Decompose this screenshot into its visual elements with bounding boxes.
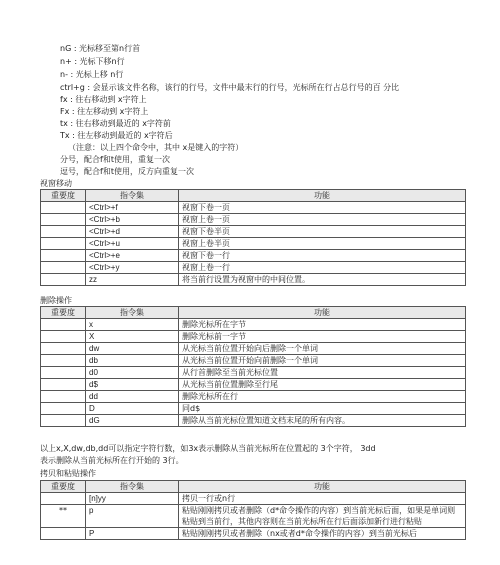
function-cell: 将当前行设置为视窗中的中间位置。: [179, 274, 466, 286]
importance-cell: [41, 355, 86, 367]
table-row: [41, 367, 466, 379]
function-cell: 视窗上卷一页: [179, 214, 466, 226]
function-cell: 粘贴刚刚拷贝或者删除（nx或者d*命令操作的内容）到当前光标后: [179, 528, 466, 540]
table-row: [41, 319, 466, 331]
command-cell: P: [86, 528, 179, 540]
function-cell: 粘贴刚刚拷贝或者删除（d*命令操作的内容）到当前光标后面，如果是单词则粘贴到当前行，其他内容则在当前光标所在行后面添加新行进行粘贴: [179, 505, 466, 528]
function-cell: 视窗上卷一行: [179, 262, 466, 274]
table-row: [41, 493, 466, 505]
intro-note: （注意：以上四个命令中，其中 x是键入的字符）: [68, 143, 244, 152]
function-cell: 删除从当前光标位置知道文档末尾的所有内容。: [179, 415, 466, 427]
header-function: 功能: [179, 190, 466, 202]
importance-cell: [41, 367, 86, 379]
function-cell: 删除光标所在字节: [179, 319, 466, 331]
importance-cell: [41, 528, 86, 540]
importance-cell: [41, 379, 86, 391]
importance-cell: [41, 250, 86, 262]
function-cell: 视窗下卷一页: [179, 202, 466, 214]
command-cell: <Ctrl>+f: [86, 202, 179, 214]
header-importance: 重要度: [41, 307, 86, 319]
importance-cell: **: [41, 505, 86, 528]
table-row: [41, 391, 466, 403]
command-cell: dw: [86, 343, 179, 355]
table-row: [41, 250, 466, 262]
importance-cell: [41, 403, 86, 415]
table-row: [41, 331, 466, 343]
function-cell: 从行首删除至当前光标位置: [179, 367, 466, 379]
table-row: [41, 343, 466, 355]
intro-line: ctrl+g : 会显示该文件名称，该行的行号，文件中最末行的行号，光标所在行占总行号的百 分比: [60, 83, 400, 92]
importance-cell: [41, 202, 86, 214]
intro-line: 逗号，配合f和t使用，反方向重复一次: [60, 167, 194, 176]
header-function: 功能: [179, 307, 466, 319]
importance-cell: [41, 493, 86, 505]
intro-line: tx : 往右移动到最近的 x字符前: [60, 119, 171, 128]
function-cell: 视窗下卷半页: [179, 226, 466, 238]
table-row: [41, 505, 466, 528]
intro-line: Fx : 往左移动到 x字符上: [60, 107, 149, 116]
importance-cell: [41, 214, 86, 226]
command-cell: X: [86, 331, 179, 343]
command-cell: D: [86, 403, 179, 415]
importance-cell: [41, 415, 86, 427]
section-title-scroll: 视窗移动: [40, 179, 72, 188]
intro-line: 分号，配合f和t使用，重复一次: [60, 155, 170, 164]
function-cell: 同d$: [179, 403, 466, 415]
table-row: [41, 528, 466, 540]
function-cell: 视窗下卷一行: [179, 250, 466, 262]
header-command: 指令集: [86, 190, 179, 202]
table-header-row: [41, 307, 466, 319]
importance-cell: [41, 331, 86, 343]
importance-cell: [41, 238, 86, 250]
importance-cell: [41, 262, 86, 274]
scroll-table: [40, 189, 466, 286]
function-cell: 拷贝一行或n行: [179, 493, 466, 505]
command-cell: p: [86, 505, 179, 528]
table-row: [41, 226, 466, 238]
header-importance: 重要度: [41, 481, 86, 493]
function-cell: 从光标当前位置删除至行尾: [179, 379, 466, 391]
command-cell: <Ctrl>+u: [86, 238, 179, 250]
section-title-delete: 删除操作: [40, 296, 72, 305]
command-cell: <Ctrl>+b: [86, 214, 179, 226]
importance-cell: [41, 343, 86, 355]
intro-line: n- : 光标上移 n行: [60, 70, 124, 79]
function-cell: 从光标当前位置开始向后删除一个单词: [179, 343, 466, 355]
table-row: [41, 202, 466, 214]
intro-line: Tx : 往左移动到最近的 x字符后: [60, 131, 173, 140]
command-cell: <Ctrl>+e: [86, 250, 179, 262]
section-title-copy: 拷贝和粘贴操作: [40, 469, 96, 478]
delete-note-line-1: 以上x,X,dw,db,dd可以指定字符行数，如3x表示删除从当前光标所在位置起的 3个字符， 3dd: [40, 444, 376, 453]
importance-cell: [41, 391, 86, 403]
command-cell: <Ctrl>+d: [86, 226, 179, 238]
importance-cell: [41, 274, 86, 286]
intro-line: n+ : 光标下移n行: [60, 57, 125, 66]
delete-table: [40, 306, 466, 427]
command-cell: d0: [86, 367, 179, 379]
function-cell: 视窗上卷半页: [179, 238, 466, 250]
table-row: [41, 415, 466, 427]
delete-note-line-2: 表示删除从当前光标所在行开始的 3行。: [40, 456, 184, 465]
command-cell: d$: [86, 379, 179, 391]
header-command: 指令集: [86, 307, 179, 319]
intro-line: fx : 往右移动到 x字符上: [60, 95, 147, 104]
intro-line: nG : 光标移至第n行首: [60, 44, 141, 53]
table-header-row: [41, 481, 466, 493]
table-row: [41, 274, 466, 286]
copy-table: [40, 480, 466, 540]
table-row: [41, 355, 466, 367]
table-row: [41, 262, 466, 274]
command-cell: dd: [86, 391, 179, 403]
importance-cell: [41, 226, 86, 238]
table-row: [41, 379, 466, 391]
function-cell: 删除光标前一字节: [179, 331, 466, 343]
table-row: [41, 214, 466, 226]
header-function: 功能: [179, 481, 466, 493]
table-row: [41, 403, 466, 415]
command-cell: x: [86, 319, 179, 331]
function-cell: 从光标当前位置开始向前删除一个单词: [179, 355, 466, 367]
command-cell: dG: [86, 415, 179, 427]
command-cell: db: [86, 355, 179, 367]
header-command: 指令集: [86, 481, 179, 493]
command-cell: zz: [86, 274, 179, 286]
header-importance: 重要度: [41, 190, 86, 202]
table-header-row: [41, 190, 466, 202]
command-cell: [n]yy: [86, 493, 179, 505]
importance-cell: [41, 319, 86, 331]
command-cell: <Ctrl>+y: [86, 262, 179, 274]
table-row: [41, 238, 466, 250]
function-cell: 删除光标所在行: [179, 391, 466, 403]
